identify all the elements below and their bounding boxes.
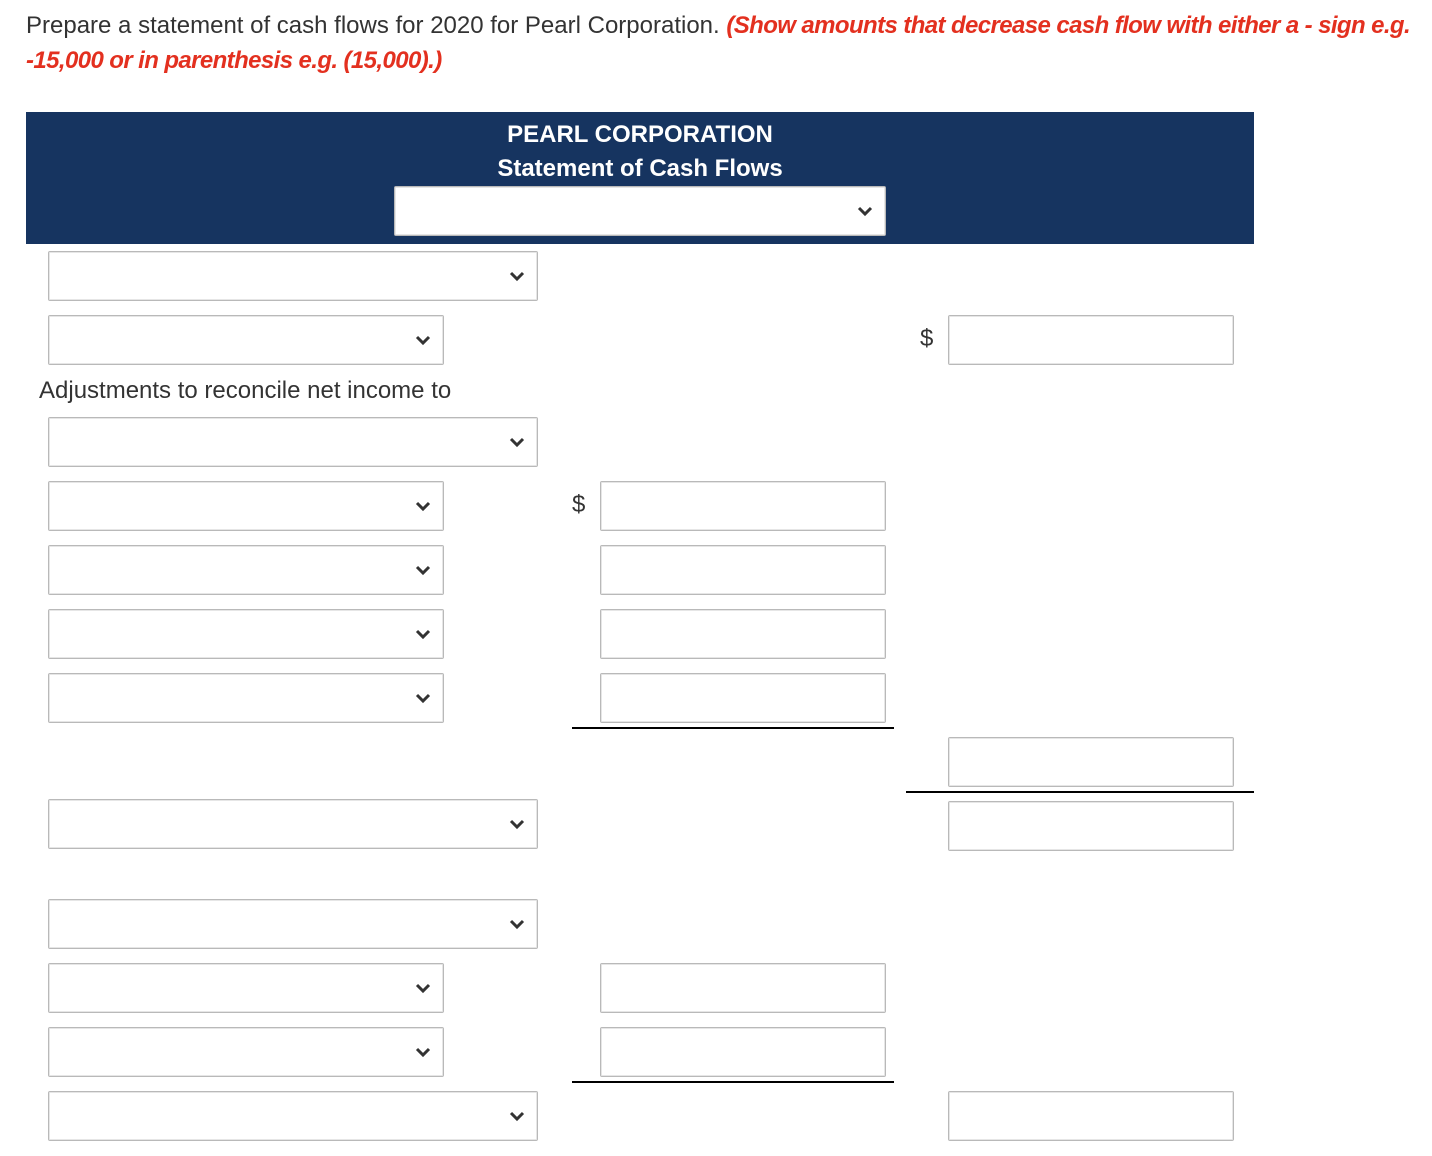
instructions-text: Prepare a statement of cash flows for 2020 for Pearl Corporation.: [26, 12, 720, 39]
net-cash-operating-select[interactable]: [48, 799, 538, 849]
investing-amount-input-1[interactable]: [600, 963, 886, 1013]
instructions-note: (Show amounts that decrease cash flow with either a - sign e.g. -15,000 or in parenthesis e.g. (15,000).): [26, 12, 1411, 74]
statement-title: Statement of Cash Flows: [497, 155, 783, 182]
currency-symbol: $: [920, 325, 934, 352]
investing-amount-input-2[interactable]: [600, 1027, 886, 1077]
chevron-down-icon: [415, 500, 431, 512]
chevron-down-icon: [415, 564, 431, 576]
net-cash-operating-input[interactable]: [948, 801, 1234, 851]
statement-header: [26, 112, 1254, 244]
chevron-down-icon: [415, 334, 431, 346]
chevron-down-icon: [509, 436, 525, 448]
chevron-down-icon: [857, 205, 873, 217]
chevron-down-icon: [415, 982, 431, 994]
adjustment-select-2[interactable]: [48, 545, 444, 595]
adjustments-label: Adjustments to reconcile net income to: [39, 377, 452, 404]
currency-symbol: $: [572, 491, 586, 518]
net-cash-investing-input[interactable]: [948, 1091, 1234, 1141]
adjustment-select-4[interactable]: [48, 673, 444, 723]
investing-subtotal-rule: [572, 1081, 894, 1083]
adjustment-amount-input-3[interactable]: [600, 609, 886, 659]
chevron-down-icon: [509, 1110, 525, 1122]
chevron-down-icon: [509, 818, 525, 830]
adjustment-select-3[interactable]: [48, 609, 444, 659]
total-rule: [906, 791, 1254, 793]
adjustments-subheading-select[interactable]: [48, 417, 538, 467]
adjustment-amount-input-1[interactable]: [600, 481, 886, 531]
investing-select-2[interactable]: [48, 1027, 444, 1077]
total-adjustments-input[interactable]: [948, 737, 1234, 787]
section-select-operating[interactable]: [48, 251, 538, 301]
period-select[interactable]: [394, 186, 886, 236]
net-income-select[interactable]: [48, 315, 444, 365]
chevron-down-icon: [415, 1046, 431, 1058]
adjustment-amount-input-4[interactable]: [600, 673, 886, 723]
chevron-down-icon: [509, 270, 525, 282]
chevron-down-icon: [509, 918, 525, 930]
investing-select-1[interactable]: [48, 963, 444, 1013]
company-name: PEARL CORPORATION: [507, 121, 773, 148]
adjustment-amount-input-2[interactable]: [600, 545, 886, 595]
net-income-amount-input[interactable]: [948, 315, 1234, 365]
chevron-down-icon: [415, 692, 431, 704]
section-select-investing[interactable]: [48, 899, 538, 949]
net-cash-investing-select[interactable]: [48, 1091, 538, 1141]
chevron-down-icon: [415, 628, 431, 640]
instructions: [26, 8, 1416, 78]
adjustment-select-1[interactable]: [48, 481, 444, 531]
subtotal-rule: [572, 727, 894, 729]
